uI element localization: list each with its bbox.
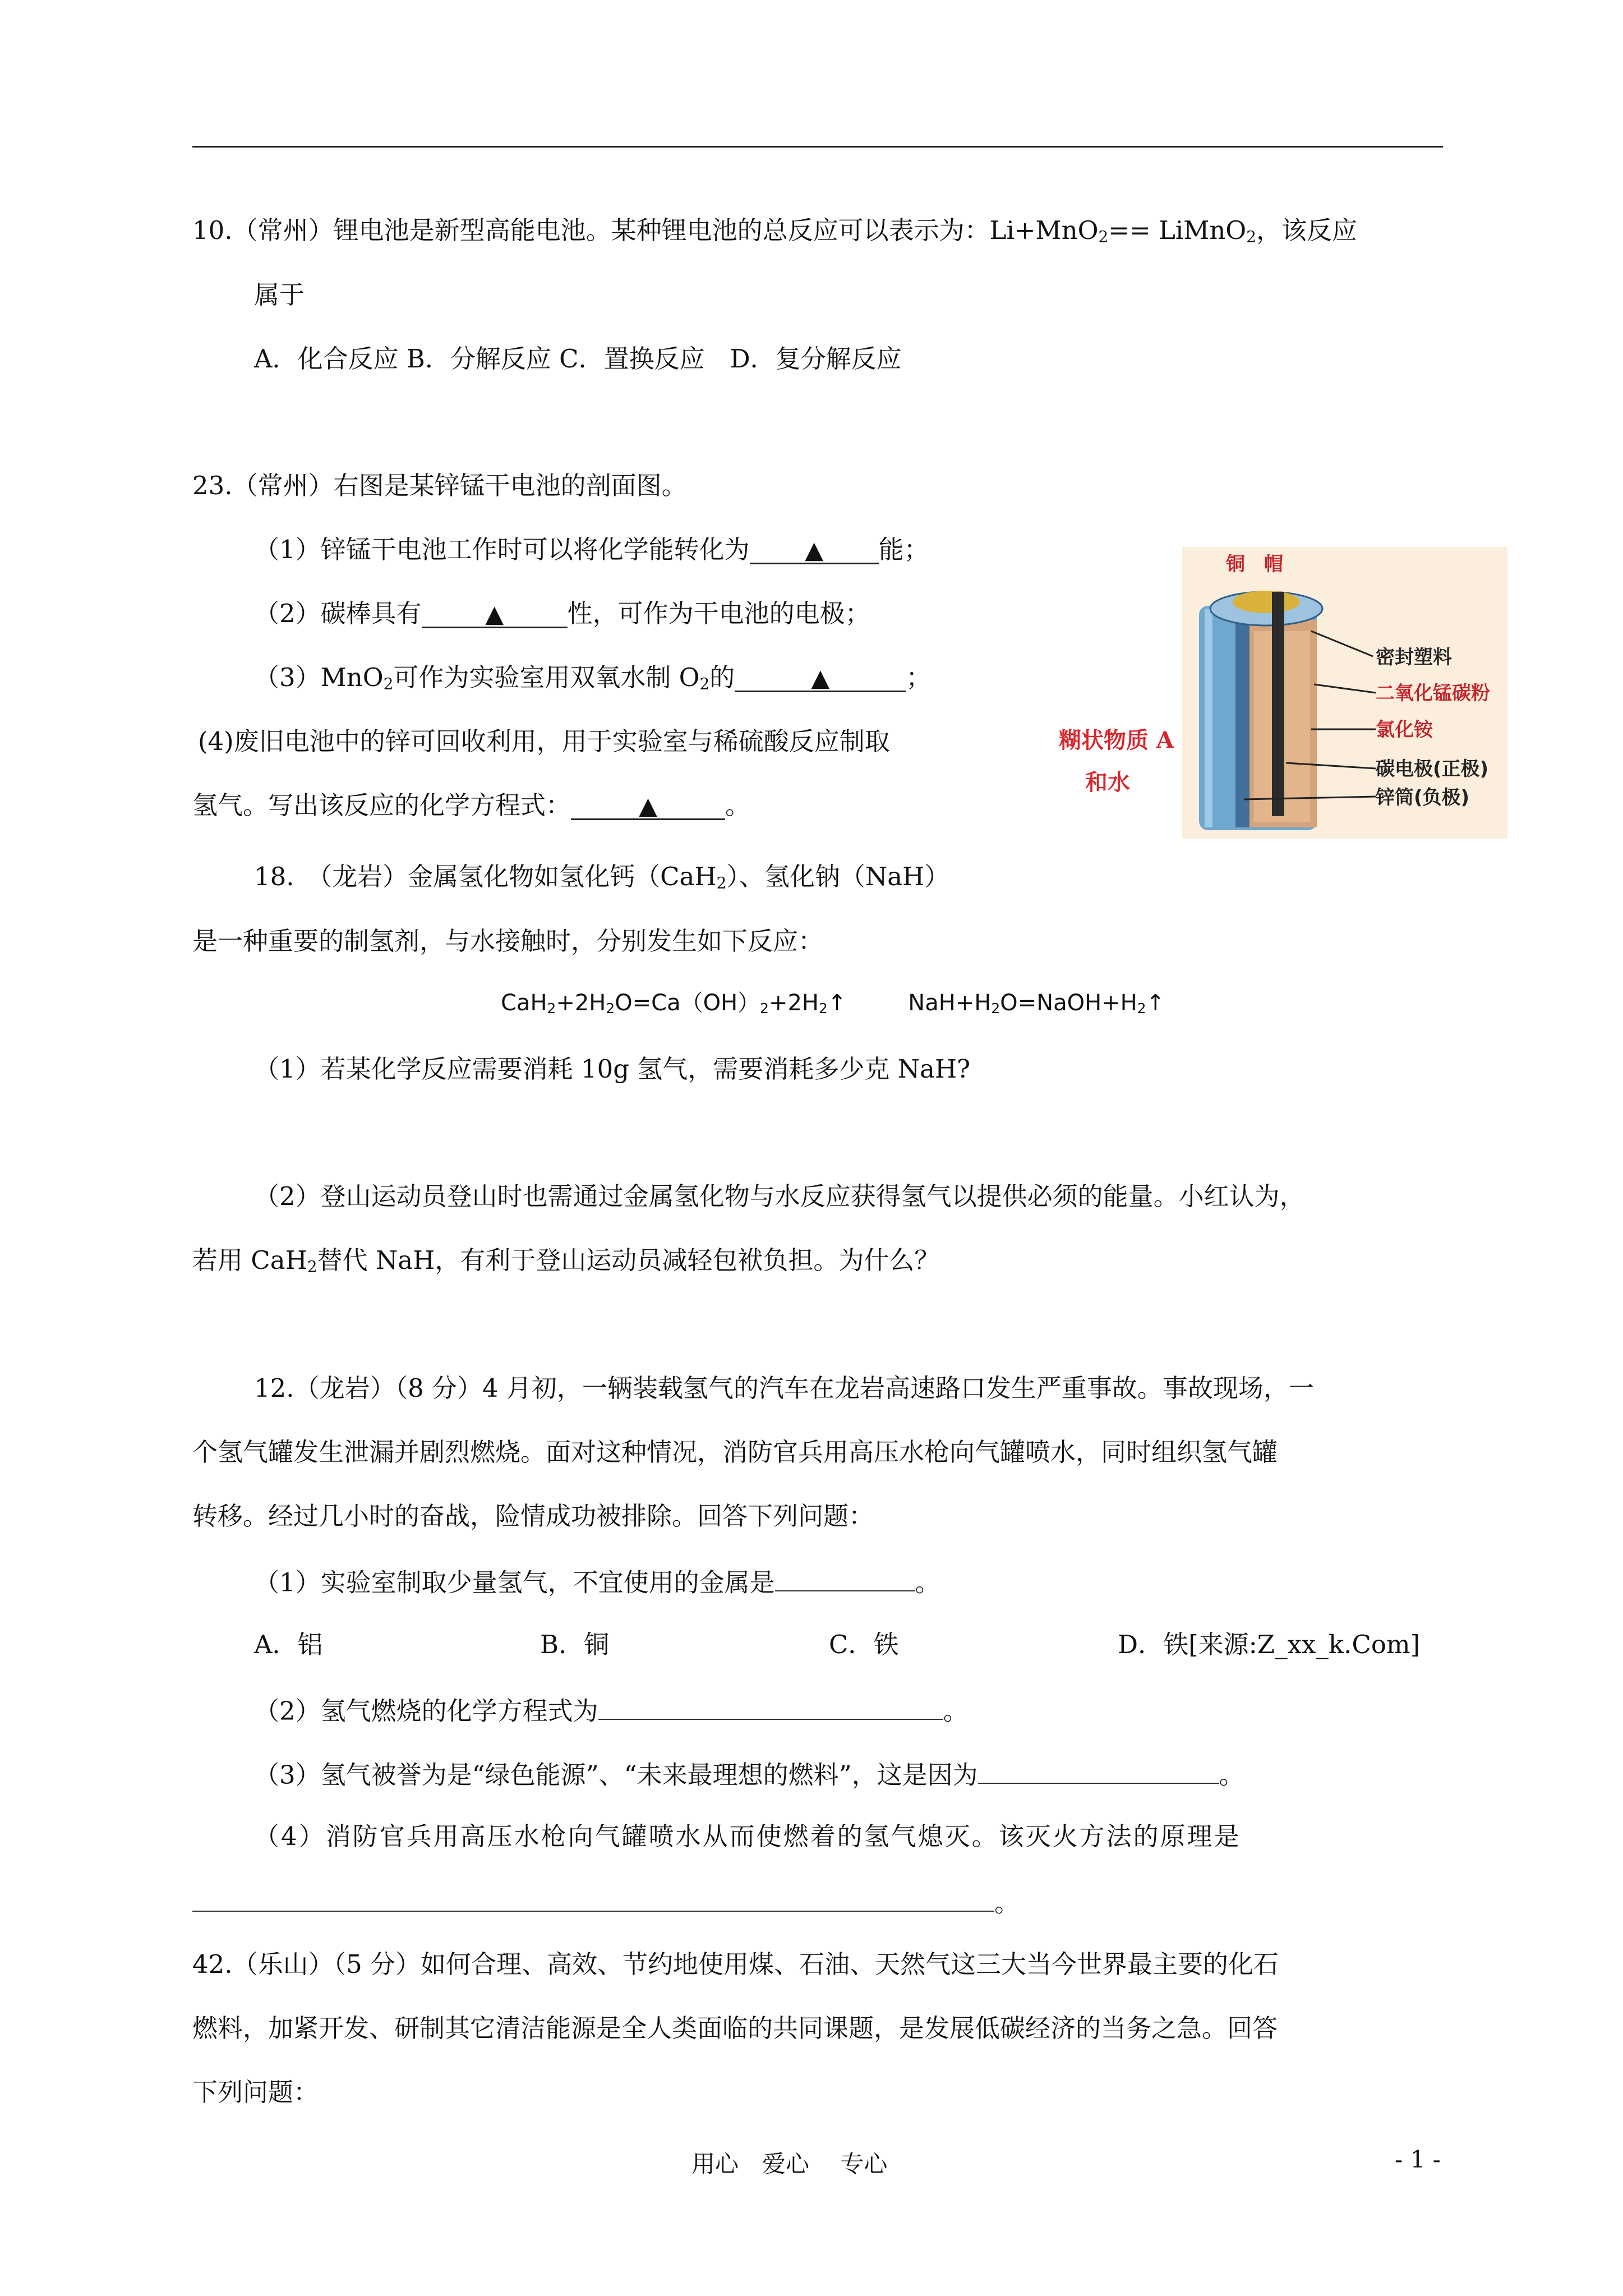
q12-line3: 转移。经过几小时的奋战，险情成功被排除。回答下列问题： xyxy=(192,1501,874,1531)
q23-blank-1[interactable] xyxy=(750,537,879,564)
label-seal: 密封塑料 xyxy=(1376,646,1452,669)
q23-blank-3[interactable] xyxy=(735,665,906,692)
q18-equations xyxy=(501,992,1165,1014)
triangle-marker: ▲ xyxy=(805,536,824,564)
q23-part2: （2）碳棒具有 ▲ 性，可作为干电池的电极； xyxy=(254,599,870,628)
q12-part1: （1）实验室制取少量氢气，不宜使用的金属是 。 xyxy=(254,1567,940,1598)
label-carbon-electrode: 碳电极(正极) xyxy=(1376,758,1489,780)
q12-part3: （3）氢气被誉为是“绿色能源”、“未来最理想的燃料”，这是因为 。 xyxy=(254,1760,1244,1790)
q12-part4-line2: 。 xyxy=(192,1888,1020,1916)
q23-title: 23.（常州）右图是某锌锰干电池的剖面图。 xyxy=(192,471,687,500)
q42-line3: 下列问题： xyxy=(192,2077,319,2107)
q18-intro-line2: 是一种重要的制氢剂，与水接触时，分别发生如下反应： xyxy=(192,926,824,956)
q12-opt-d: D．铁[来源:Z_xx_k.Com] xyxy=(1118,1630,1421,1659)
q23-part3: （3）MnO$_2$可作为实验室用双氧水制 $O_2$的 ▲ ； xyxy=(254,662,932,693)
q42-line1: 42.（乐山）（5 分）如何合理、高效、节约地使用煤、石油、天然气这三大当今世界最主要的化石 xyxy=(192,1949,1279,1979)
label-zinc-can: 锌筒(负极) xyxy=(1376,786,1470,809)
q23-blank-4[interactable] xyxy=(571,793,725,820)
q18-intro-line1: 18. （龙岩）金属氢化物如氢化钙（CaH$_2$）、氢化钠（NaH） xyxy=(254,862,950,892)
label-copper-cap: 铜 帽 xyxy=(1226,553,1283,576)
footer-motto: 用心 爱心 专心 xyxy=(691,2150,888,2178)
header-rule xyxy=(192,146,1443,148)
equation-nah: $NaH+H_2O=NaOH+H_2↑$ xyxy=(908,990,1165,1016)
q12-opt-a: A．铝 xyxy=(254,1630,323,1659)
battery-cross-section-figure xyxy=(1182,547,1507,839)
label-mno2: 二氧化锰碳粉 xyxy=(1376,682,1490,705)
q12-blank-3[interactable] xyxy=(978,1760,1219,1784)
can-highlight xyxy=(1205,609,1212,827)
q42-line2: 燃料，加紧开发、研制其它清洁能源是全人类面临的共同课题，是发展低碳经济的当务之急。回答 xyxy=(192,2013,1278,2043)
q12-opt-c: C．铁 xyxy=(829,1630,899,1659)
q12-blank-2[interactable] xyxy=(598,1696,943,1720)
q12-part4-line1: （4）消防官兵用高压水枪向气罐喷水从而使燃着的氢气熄灭。该灭火方法的原理是 xyxy=(254,1821,1241,1851)
q10-options: A．化合反应 B．分解反应 C．置换反应 D．复分解反应 xyxy=(254,344,902,374)
q10-line2: 属于 xyxy=(254,280,305,310)
q23-part4-line2: 氢气。写出该反应的化学方程式： ▲ 。 xyxy=(192,790,751,820)
q10-line1: 10.（常州）锂电池是新型高能电池。某种锂电池的总反应可以表示为：Li+MnO$_2$== LiMnO$_2$，该反应 xyxy=(192,215,1357,246)
triangle-marker: ▲ xyxy=(811,664,830,692)
q12-opt-b: B．铜 xyxy=(540,1630,610,1659)
q23-part4-line1: (4)废旧电池中的锌可回收利用，用于实验室与稀硫酸反应制取 xyxy=(198,726,890,756)
q23-blank-2[interactable] xyxy=(422,601,568,628)
q12-part2: （2）氢气燃烧的化学方程式为 。 xyxy=(254,1696,969,1726)
q18-part1: （1）若某化学反应需要消耗 10g 氢气，需要消耗多少克 NaH? xyxy=(254,1054,971,1084)
triangle-marker: ▲ xyxy=(639,792,657,820)
page-number: - 1 - xyxy=(1395,2146,1441,2173)
q18-part2-line1: （2）登山运动员登山时也需通过金属氢化物与水反应获得氢气以提供必须的能量。小红认为， xyxy=(254,1181,1305,1211)
copper-cap xyxy=(1233,591,1300,613)
paste-label-1: 糊状物质 A xyxy=(1059,727,1174,753)
triangle-marker: ▲ xyxy=(485,600,504,628)
q12-line2: 个氢气罐发生泄漏并剧烈燃烧。面对这种情况，消防官兵用高压水枪向气罐喷水，同时组织氢气罐 xyxy=(192,1437,1278,1467)
q12-line1: 12.（龙岩）（8 分）4 月初，一辆装载氢气的汽车在龙岩高速路口发生严重事故。事故现场，一 xyxy=(254,1373,1314,1403)
q12-blank-1[interactable] xyxy=(775,1567,915,1591)
q18-part2-line2: 若用 CaH$_2$替代 NaH，有利于登山运动员减轻包袱负担。为什么？ xyxy=(192,1245,940,1276)
zinc-wall-section xyxy=(1235,620,1249,827)
equation-cah2: $CaH_2+2H_2O=Ca(OH)_2+2H_2↑$ xyxy=(501,990,847,1016)
q23-part1: （1）锌锰干电池工作时可以将化学能转化为 ▲ 能； xyxy=(254,535,929,564)
q12-blank-4[interactable] xyxy=(192,1888,994,1912)
carbon-rod xyxy=(1272,592,1284,816)
label-nh4cl: 氯化铵 xyxy=(1376,719,1433,741)
paste-label-2: 和水 xyxy=(1085,769,1130,795)
